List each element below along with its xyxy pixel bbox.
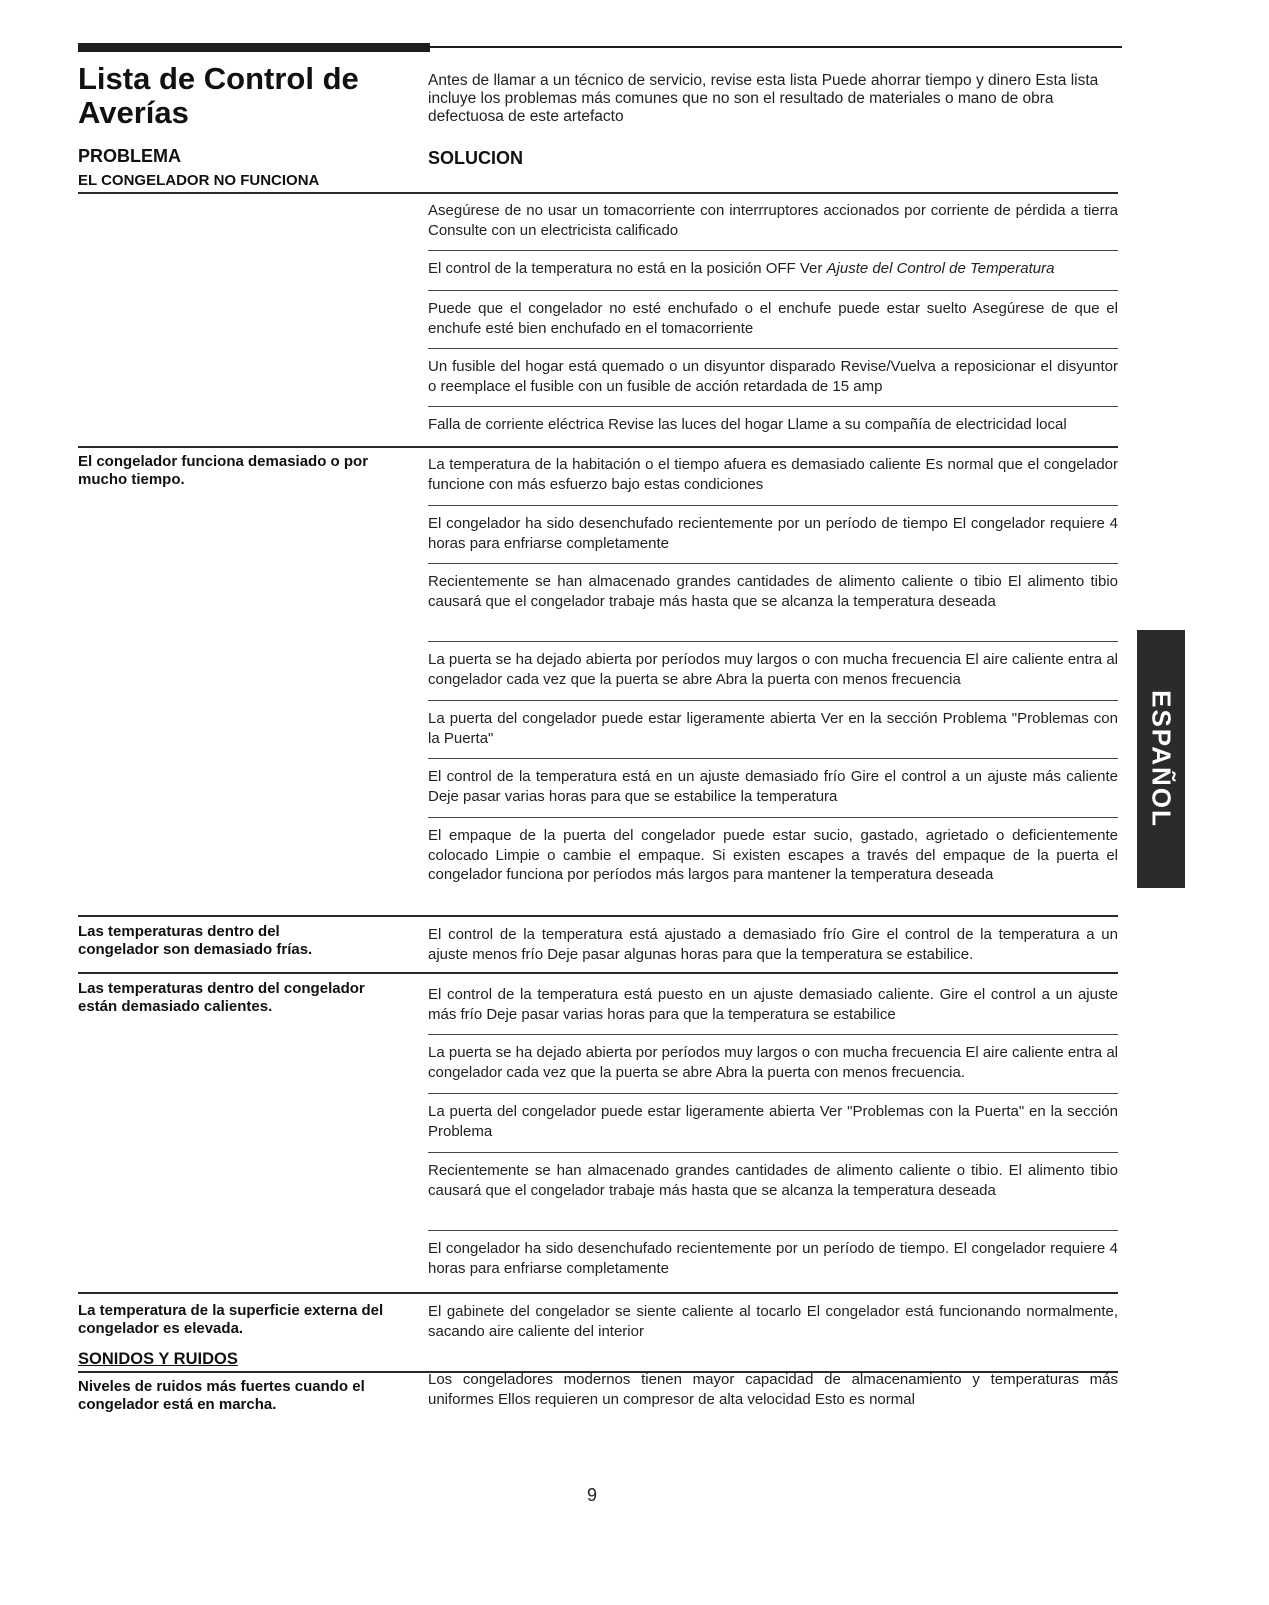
problem-column-header: PROBLEMA [78,146,181,166]
problem-label: La temperatura de la superficie externa del congelador es elevada. [78,1302,384,1337]
solution-divider [428,1152,1118,1153]
problem-label: Las temperaturas dentro del congelador están demasiado calientes. [78,980,365,1015]
solution-item: La puerta del congelador puede estar ligeramente abierta Ver en la sección Problema "Problemas con la Puerta" [428,710,1118,747]
category-freezer-not-working: EL CONGELADOR NO FUNCIONA [78,172,320,189]
problem-label: Las temperaturas dentro del congelador son demasiado frías. [78,923,313,958]
solution-divider [428,1034,1118,1035]
solution-item: Falla de corriente eléctrica Revise las luces del hogar Llame a su compañía de electricidad local [428,416,1067,433]
section-rule [78,915,1118,917]
solution-item: La puerta se ha dejado abierta por períodos muy largos o con mucha frecuencia El aire caliente entra al congelador cada vez que la puerta se abre Abra la puerta con menos frecuencia. [428,1044,1118,1081]
solution-item: La temperatura de la habitación o el tiempo afuera es demasiado caliente Es normal que el congelador funcione con más esfuerzo bajo estas condiciones [428,456,1118,493]
solution-item: La puerta del congelador puede estar ligeramente abierta Ver "Problemas con la Puerta" en la sección Problema [428,1103,1118,1140]
solution-text: El control de la temperatura no está en la posición OFF Ver [428,260,827,277]
solution-reference: Ajuste del Control de Temperatura [826,260,1055,277]
section-rule [78,192,1118,194]
solution-item: El congelador ha sido desenchufado recientemente por un período de tiempo El congelador requiere 4 horas para enfriarse completamente [428,515,1118,552]
problem-label: Niveles de ruidos más fuertes cuando el congelador está en marcha. [78,1378,365,1413]
header-rule [430,46,1122,48]
solution-column-header: SOLUCION [428,148,524,168]
solution-item: El control de la temperatura está ajustado a demasiado frío Gire el control de la temperatura a un ajuste menos frío Deje pasar algunas horas para que la temperatura se estabilice. [428,926,1118,963]
solution-divider [428,1093,1118,1094]
solution-divider [428,641,1118,642]
solution-divider [428,290,1118,291]
section-rule [78,1292,1118,1294]
section-rule [78,972,1118,974]
solution-item: El empaque de la puerta del congelador puede estar sucio, gastado, agrietado o deficientemente colocado Limpie o cambie el empaque. Si existen escapes a través del empaque de la puerta el congelador funciona por períodos más largos para mantener la temperatura deseada [428,827,1118,883]
solution-item: Puede que el congelador no esté enchufado o el enchufe puede estar suelto Asegúrese de que el enchufe esté bien enchufado en el tomacorriente [428,300,1118,337]
solution-divider [428,348,1118,349]
solution-item: Recientemente se han almacenado grandes cantidades de alimento caliente o tibio El alimento tibio causará que el congelador trabaje más hasta que se alcanza la temperatura deseada [428,573,1118,610]
solution-item: Los congeladores modernos tienen mayor capacidad de almacenamiento y temperaturas más uniformes Ellos requieren un compresor de alta velocidad Esto es normal [428,1371,1118,1408]
solution-item: El control de la temperatura está puesto en un ajuste demasiado caliente. Gire el control a un ajuste más frío Deje pasar varias horas para que la temperatura se estabilice [428,986,1118,1023]
solution-item: El control de la temperatura está en un ajuste demasiado frío Gire el control a un ajuste más caliente Deje pasar varias horas para que se estabilice la temperatura [428,768,1118,805]
language-side-tab [1137,630,1185,888]
solution-divider [428,817,1118,818]
solution-item: La puerta se ha dejado abierta por períodos muy largos o con mucha frecuencia El aire caliente entra al congelador cada vez que la puerta se abre Abra la puerta con menos frecuencia [428,651,1118,688]
solution-divider [428,700,1118,701]
solution-item: El congelador ha sido desenchufado recientemente por un período de tiempo. El congelador requiere 4 horas para enfriarse completamente [428,1240,1118,1277]
solution-divider [428,505,1118,506]
solution-item: Un fusible del hogar está quemado o un disyuntor disparado Revise/Vuelva a reposicionar el disyuntor o reemplace el fusible con un fusible de acción retardada de 15 amp [428,358,1118,395]
page-number: 9 [587,1485,598,1505]
solution-divider [428,758,1118,759]
intro-text: Antes de llamar a un técnico de servicio, revise esta lista Puede ahorrar tiempo y dinero Esta lista incluye los problemas más comunes que no son el resultado de materiales o mano de obra defectuosa de este artefacto [428,72,1099,125]
solution-divider [428,563,1118,564]
solution-divider [428,406,1118,407]
language-tab-label: ESPAÑOL [1146,690,1177,828]
header-bar [78,43,430,52]
solution-item: El gabinete del congelador se siente caliente al tocarlo El congelador está funcionando normalmente, sacando aire caliente del interior [428,1303,1118,1340]
solution-item: Recientemente se han almacenado grandes cantidades de alimento caliente o tibio. El alimento tibio causará que el congelador trabaje más hasta que se alcanza la temperatura deseada [428,1162,1118,1199]
problem-label: El congelador funciona demasiado o por mucho tiempo. [78,453,369,488]
solution-divider [428,250,1118,251]
section-rule [78,446,1118,448]
solution-item [428,259,1118,279]
page-title: Lista de Control de Averías [78,61,359,130]
solution-item: Asegúrese de no usar un tomacorriente con interrruptores accionados por corriente de pérdida a tierra Consulte con un electricista calificado [428,202,1118,239]
category-sounds: SONIDOS Y RUIDOS [78,1350,238,1368]
solution-divider [428,1230,1118,1231]
